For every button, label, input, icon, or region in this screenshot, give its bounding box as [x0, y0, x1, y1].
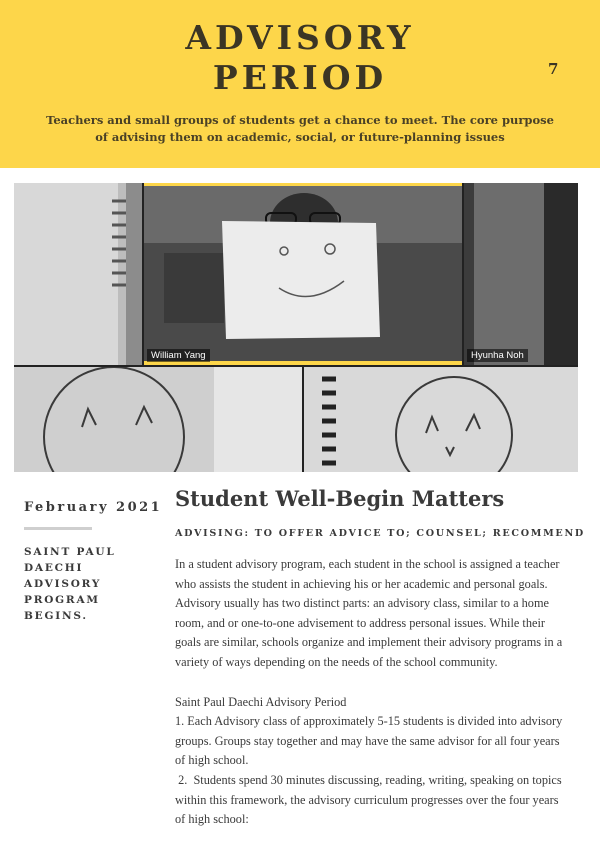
video-tile-drawing-2	[304, 367, 578, 472]
point-1: 1. Each Advisory class of approximately 5-15 students is divided into advisory groups. Groups stay together and may have the same advisor for all four years of high school.	[175, 714, 563, 768]
point-2: 2. Students spend 30 minutes discussing, reading, writing, speaking on topics within this framework, the advisory curriculum progresses over the four years of high school:	[175, 772, 565, 827]
video-tile-william	[144, 183, 462, 365]
sidebar-heading: SAINT PAUL DAECHI ADVISORY PROGRAM BEGINS.	[24, 546, 116, 622]
video-call-photo	[14, 183, 578, 472]
article-intro: In a student advisory program, each student in the school is assigned a teacher who assists the student in achieving his or her academic and personal goals. Advisory usually has two distinct parts: an advisory class, similar to a home room, and or one-to-one advisement to address personal issues. While their goals are similar, schools organize and implement their advisory programs in a variety of ways depending on the needs of the school community.	[175, 557, 563, 669]
issue-date: February 2021	[24, 500, 163, 515]
video-tile-drawing-1	[14, 367, 302, 472]
page-title-line2: PERIOD	[212, 58, 388, 97]
article-kicker: ADVISING: TO OFFER ADVICE TO; COUNSEL; RECOMMEND	[175, 528, 585, 539]
participant-name-hyunha: Hyunha Noh	[467, 349, 528, 362]
article-headline: Student Well-Begin Matters	[175, 486, 505, 511]
header-subtitle: Teachers and small groups of students get a chance to meet. The core purpose of advising them on academic, social, or future-planning issues	[46, 113, 554, 144]
page-title-line1: ADVISORY	[185, 18, 415, 57]
page-number: 7	[548, 60, 559, 78]
participant-name-william: William Yang	[147, 349, 210, 362]
section-title: Saint Paul Daechi Advisory Period	[175, 694, 347, 709]
video-tile-notebook	[14, 183, 142, 365]
article-body	[175, 555, 567, 830]
divider	[24, 527, 92, 530]
video-tile-hyunha	[464, 183, 578, 365]
